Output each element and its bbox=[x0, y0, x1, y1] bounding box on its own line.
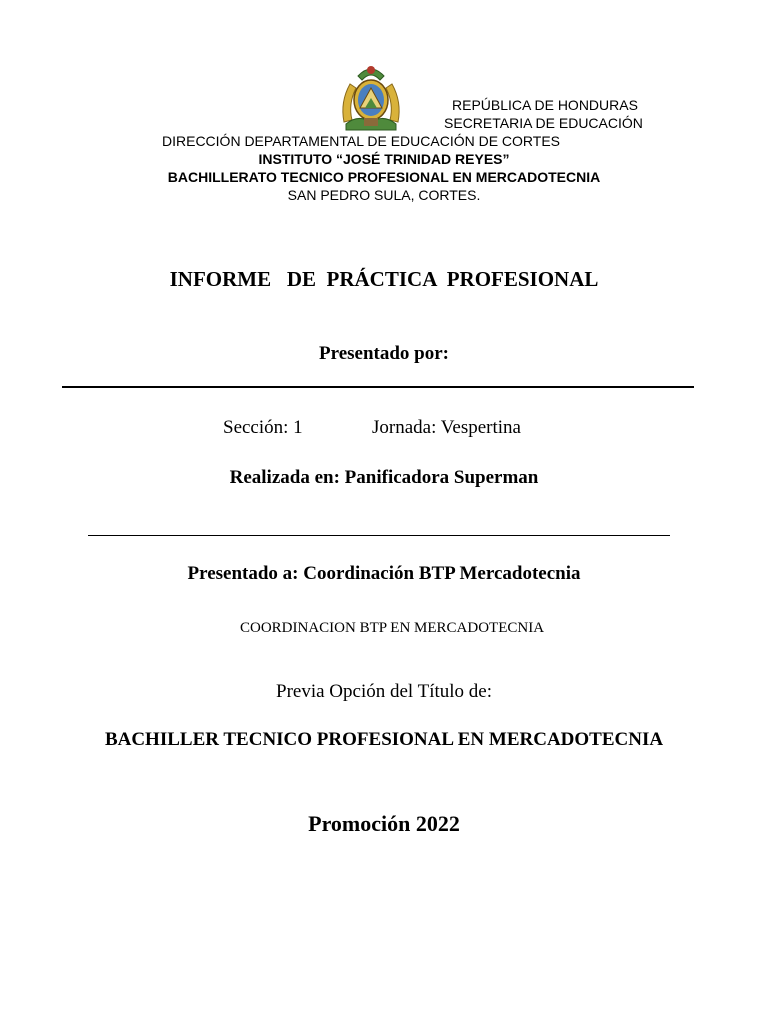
blank-line bbox=[88, 535, 670, 536]
document-title: INFORME DE PRÁCTICA PROFESIONAL bbox=[169, 267, 599, 291]
section-text: Sección: 1 bbox=[223, 417, 303, 438]
presented-by-label: Presentado por: bbox=[319, 343, 449, 364]
honduras-coat-of-arms-icon bbox=[338, 62, 404, 132]
prior-option-text: Previa Opción del Título de: bbox=[276, 681, 492, 702]
secretariat-line: SECRETARIA DE EDUCACIÓN bbox=[444, 115, 643, 131]
city-line: SAN PEDRO SULA, CORTES. bbox=[287, 187, 481, 203]
degree-title: BACHILLER TECNICO PROFESIONAL EN MERCADOTECNIA bbox=[104, 729, 664, 750]
shift-text: Jornada: Vespertina bbox=[372, 417, 521, 438]
carried-out-at: Realizada en: Panificadora Superman bbox=[229, 467, 539, 488]
presented-to: Presentado a: Coordinación BTP Mercadotecnia bbox=[187, 563, 581, 584]
coordination-text: COORDINACION BTP EN MERCADOTECNIA bbox=[240, 620, 545, 636]
republic-line: REPÚBLICA DE HONDURAS bbox=[452, 97, 638, 113]
institute-line: INSTITUTO “JOSÉ TRINIDAD REYES” bbox=[258, 151, 510, 167]
author-name-line bbox=[62, 386, 694, 388]
direction-line: DIRECCIÓN DEPARTAMENTAL DE EDUCACIÓN DE CORTES bbox=[162, 133, 561, 149]
promotion-year: Promoción 2022 bbox=[308, 811, 460, 836]
program-line: BACHILLERATO TECNICO PROFESIONAL EN MERCADOTECNIA bbox=[167, 169, 601, 185]
